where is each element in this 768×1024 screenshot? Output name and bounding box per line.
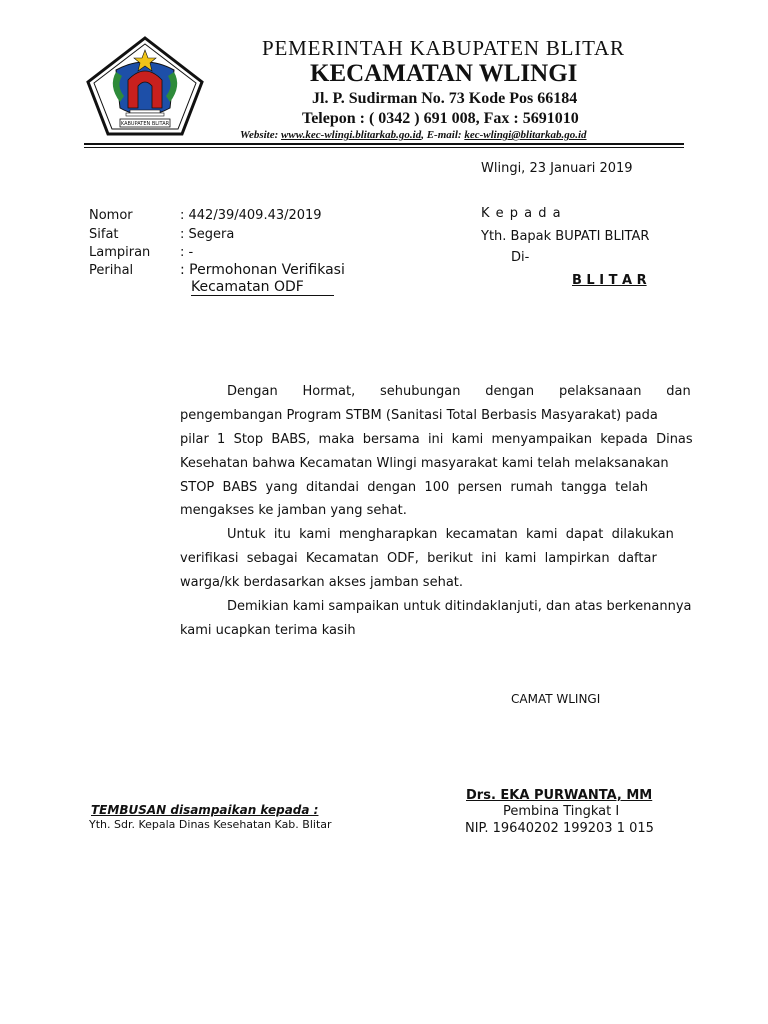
emblem-caption: KABUPATEN BLITAR: [120, 121, 170, 127]
perihal-text-1: Permohonan Verifikasi: [189, 262, 345, 278]
sifat-value: : Segera: [180, 227, 235, 242]
nomor-label: Nomor: [89, 208, 133, 223]
nomor-value: : 442/39/409.43/2019: [180, 208, 322, 223]
lampiran-value: : -: [180, 245, 194, 260]
body-p2-line-2: verifikasi sebagai Kecamatan ODF, berikut ini kami lampirkan daftar: [180, 551, 657, 566]
signatory-nip: NIP. 19640202 199203 1 015: [465, 821, 654, 836]
office-address: Jl. P. Sudirman No. 73 Kode Pos 66184: [312, 90, 578, 107]
email-link[interactable]: kec-wlingi@blitarkab.go.id: [464, 129, 587, 141]
header-rule-thick: [84, 143, 684, 145]
body-p1-line-4: Kesehatan bahwa Kecamatan Wlingi masyarakat kami telah melaksanakan: [180, 456, 669, 471]
tembusan-heading: TEMBUSAN disampaikan kepada :: [91, 803, 319, 817]
sifat-label: Sifat: [89, 227, 119, 242]
signatory-title: CAMAT WLINGI: [511, 692, 601, 706]
org-line: PEMERINTAH KABUPATEN BLITAR: [262, 36, 625, 60]
recipient-city: B L I T A R: [572, 273, 647, 288]
letter-date: Wlingi, 23 Januari 2019: [481, 161, 633, 176]
body-p1-line-3: pilar 1 Stop BABS, maka bersama ini kami menyampaikan kepada Dinas: [180, 432, 693, 447]
body-p1-line-6: mengakses ke jamban yang sehat.: [180, 503, 407, 518]
body-p1-line-5: STOP BABS yang ditandai dengan 100 persen rumah tangga telah: [180, 480, 649, 495]
website-label: Website: [240, 129, 275, 141]
body-p1-line-1: Dengan Hormat, sehubungan dengan pelaksanaan dan: [227, 384, 691, 399]
contact-line: Website: www.kec-wlingi.blitarkab.go.id, E-mail: kec-wlingi@blitarkab.go.id: [240, 129, 587, 141]
office-name: KECAMATAN WLINGI: [310, 60, 578, 87]
kabupaten-blitar-emblem: [86, 36, 204, 136]
perihal-line-1: [180, 262, 345, 278]
body-p2-line-3: warga/kk berdasarkan akses jamban sehat.: [180, 575, 464, 590]
email-label: E-mail: [426, 129, 458, 141]
perihal-colon: :: [180, 262, 190, 278]
addressee: Yth. Bapak BUPATI BLITAR: [481, 229, 650, 244]
di-label: Di-: [511, 250, 530, 265]
signatory-rank: Pembina Tingkat I: [503, 804, 620, 819]
header-rule-thin: [84, 147, 684, 148]
perihal-label: Perihal: [89, 263, 134, 278]
body-p3-line-1: Demikian kami sampaikan untuk ditindaklanjuti, dan atas berkenannya: [227, 599, 692, 614]
signatory-name: Drs. EKA PURWANTA, MM: [466, 788, 653, 803]
body-p2-line-1: Untuk itu kami mengharapkan kecamatan kami dapat dilakukan: [227, 527, 674, 542]
body-p1-line-2: pengembangan Program STBM (Sanitasi Total Berbasis Masyarakat) pada: [180, 408, 658, 423]
kepada-label: K e p a d a: [481, 206, 562, 221]
tembusan-item: Yth. Sdr. Kepala Dinas Kesehatan Kab. Blitar: [89, 818, 332, 831]
lampiran-label: Lampiran: [89, 245, 151, 260]
perihal-line-2: Kecamatan ODF: [191, 279, 334, 296]
body-p3-line-2: kami ucapkan terima kasih: [180, 623, 356, 638]
office-phone: Telepon : ( 0342 ) 691 008, Fax : 5691010: [302, 110, 579, 127]
website-link[interactable]: www.kec-wlingi.blitarkab.go.id: [281, 129, 422, 141]
